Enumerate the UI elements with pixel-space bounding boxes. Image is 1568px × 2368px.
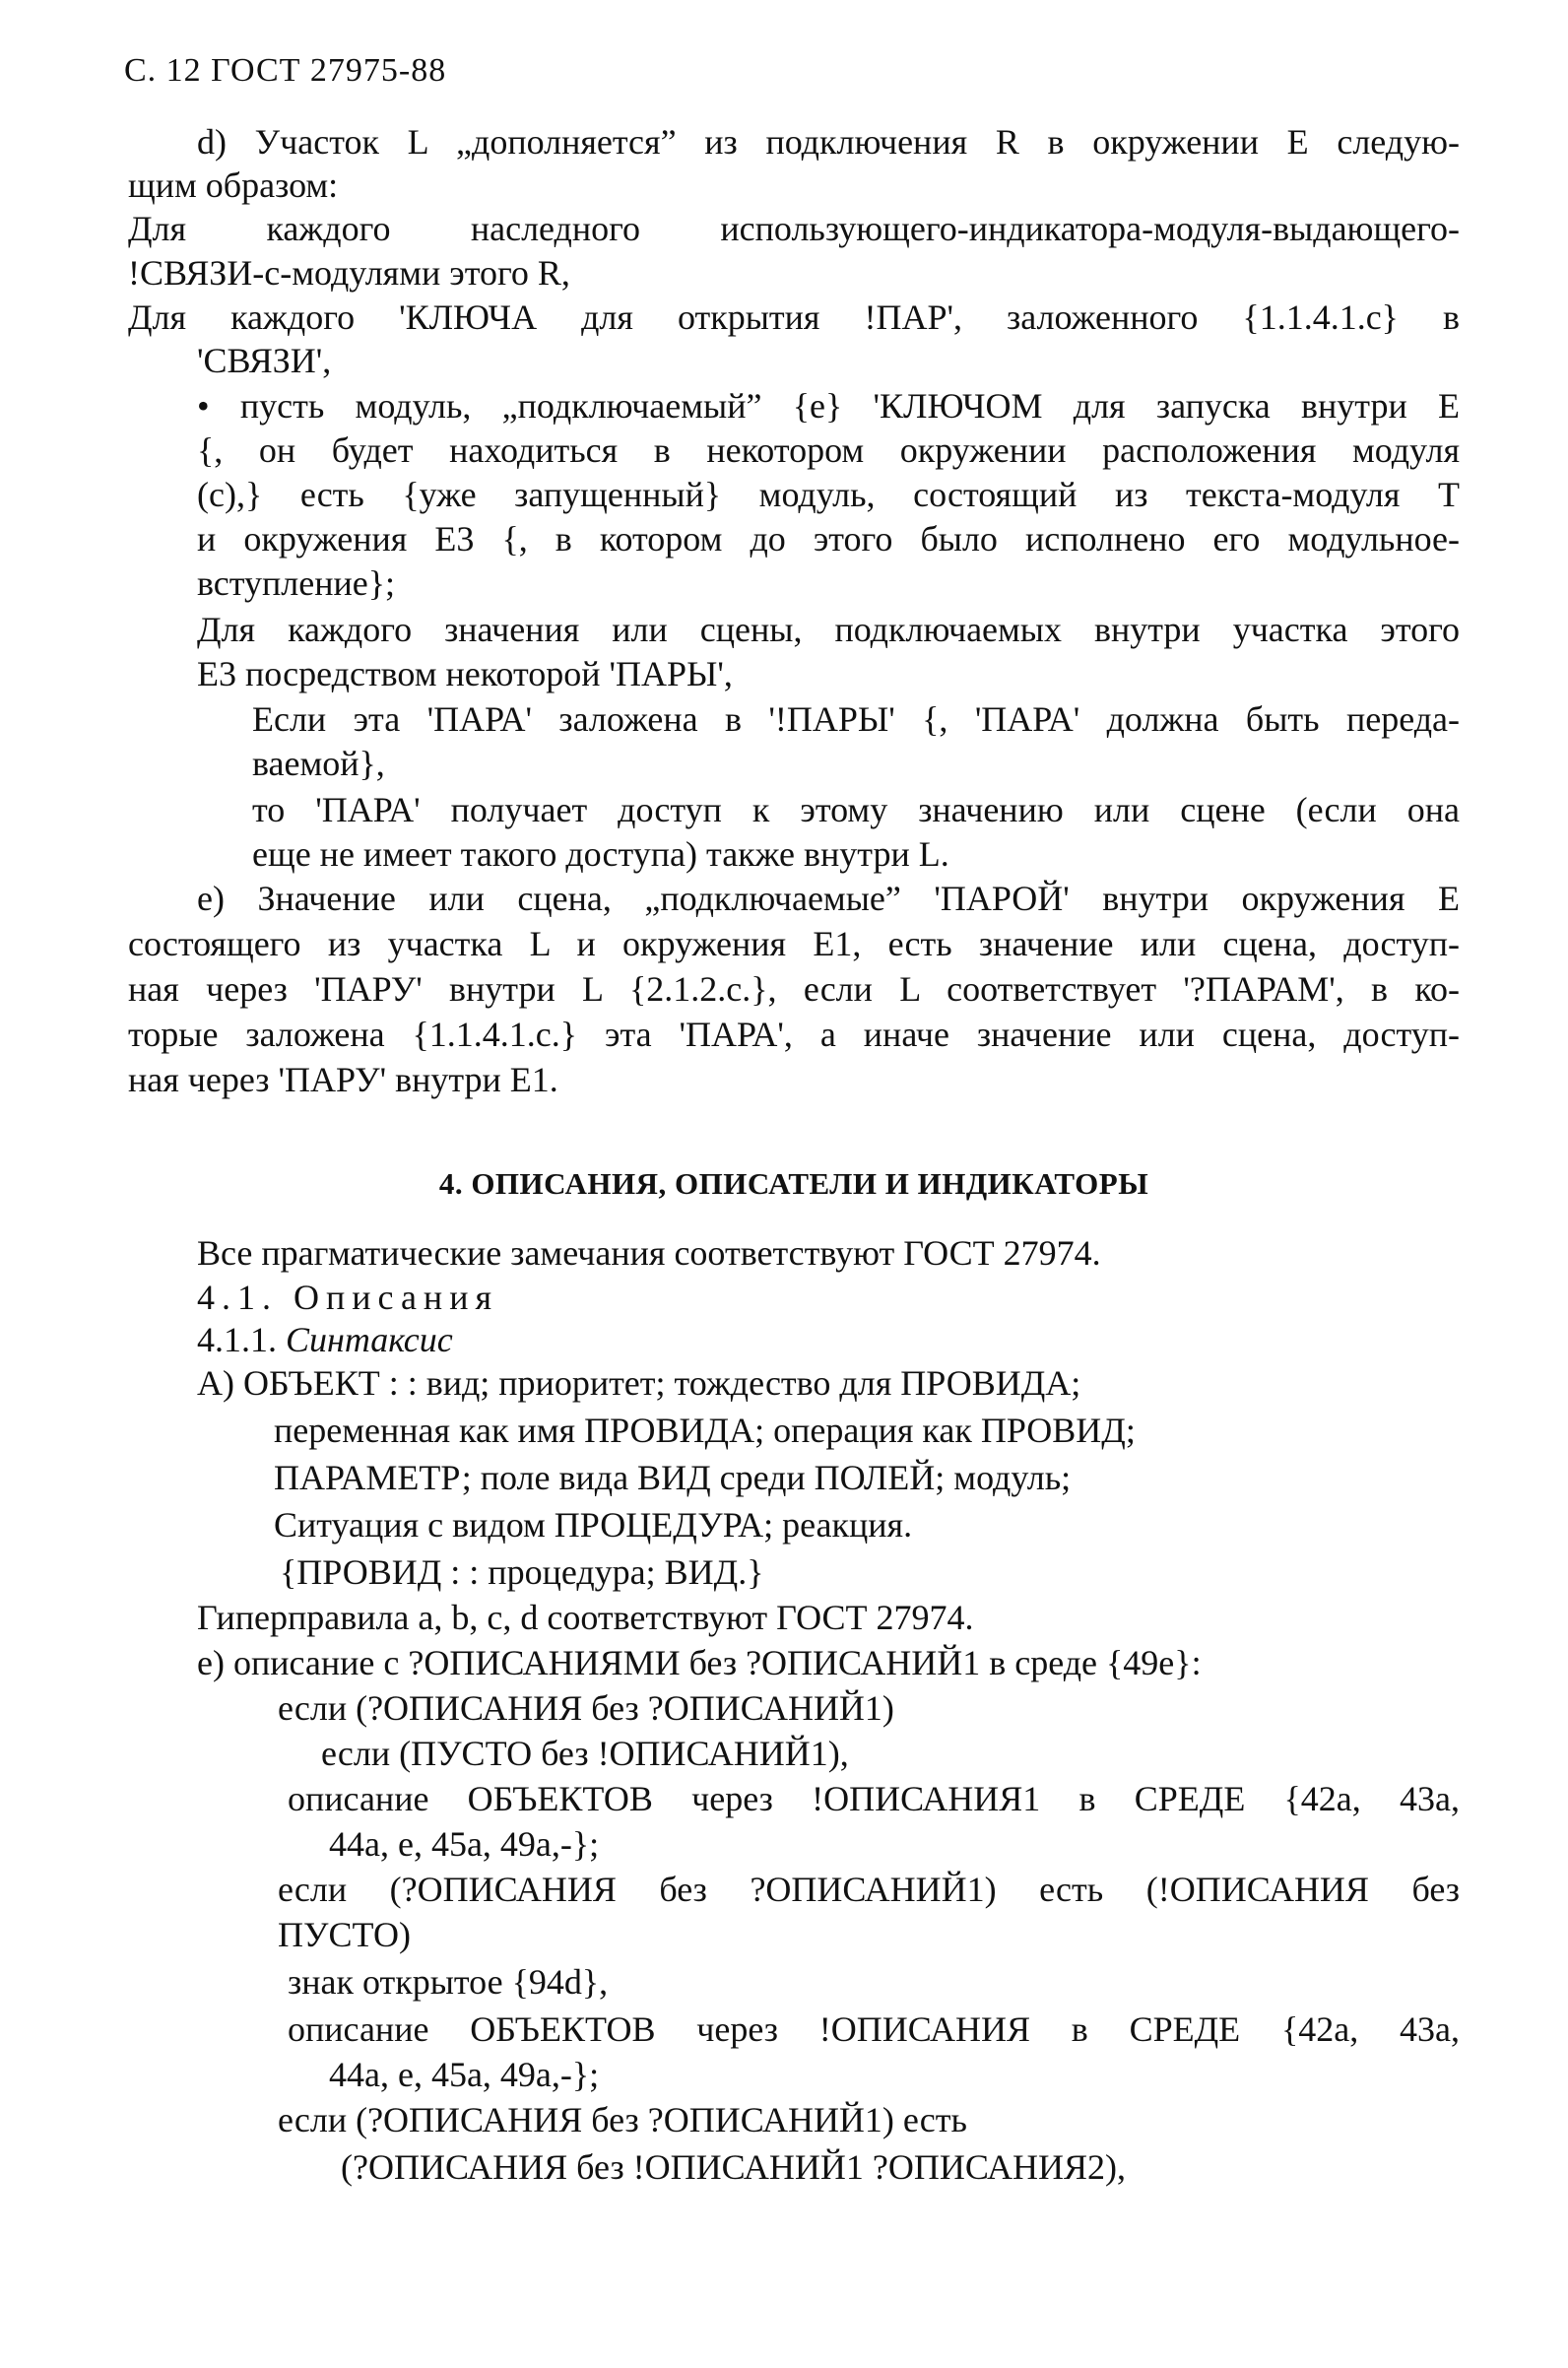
rule-line: (?ОПИСАНИЯ без !ОПИСАНИЙ1 ?ОПИСАНИЯ2),: [341, 2147, 1127, 2187]
hyperrules-note: Гиперправила a, b, c, d соответствуют ГОСТ 27974.: [197, 1598, 974, 1637]
text-line: 'СВЯЗИ',: [197, 341, 332, 380]
text-line: e) Значение или сцена, „подключаемые” 'ПАРОЙ' внутри окружения E: [197, 879, 1460, 918]
text-line: то 'ПАРА' получает доступ к этому значению или сцене (если она: [252, 790, 1460, 829]
rule-line: 44a, e, 45a, 49a,-};: [329, 2055, 600, 2094]
text-line: d) Участок L „дополняется” из подключения R в окружении E следую-: [197, 122, 1460, 162]
text-line: (c),} есть {уже запущенный} модуль, состоящий из текста-модуля T: [197, 475, 1460, 514]
text-line: • пусть модуль, „подключаемый” {e} 'КЛЮЧОМ для запуска внутри E: [197, 386, 1460, 426]
subsection-name: Синтаксис: [286, 1320, 453, 1359]
rule-line: e) описание с ?ОПИСАНИЯМИ без ?ОПИСАНИЙ1 в среде {49e}:: [197, 1643, 1202, 1682]
rule-line: если (?ОПИСАНИЯ без ?ОПИСАНИЙ1) есть (!ОПИСАНИЯ без: [278, 1870, 1460, 1909]
rule-line: Ситуация с видом ПРОЦЕДУРА; реакция.: [274, 1505, 913, 1545]
text-line: торые заложена {1.1.4.1.c.} эта 'ПАРА', а иначе значение или сцена, доступ-: [128, 1015, 1460, 1054]
text-line: и окружения E3 {, в котором до этого было исполнено его модульное-: [197, 519, 1460, 559]
subsection-title: 4.1. Описания: [197, 1278, 499, 1317]
text-line: состоящего из участка L и окружения E1, есть значение или сцена, доступ-: [128, 924, 1460, 963]
text-line: ная через 'ПАРУ' внутри E1.: [128, 1060, 558, 1099]
rule-line: если (ПУСТО без !ОПИСАНИЙ1),: [321, 1734, 849, 1773]
text-line: еще не имеет такого доступа) также внутри L.: [252, 834, 949, 874]
text-line: !СВЯЗИ-с-модулями этого R,: [128, 253, 570, 293]
page-header: С. 12 ГОСТ 27975-88: [124, 52, 447, 89]
section-heading: 4. ОПИСАНИЯ, ОПИСАТЕЛИ И ИНДИКАТОРЫ: [438, 1166, 1149, 1201]
subsection-title: [197, 1318, 453, 1361]
text-line: Для каждого наследного использующего-индикатора-модуля-выдающего-: [128, 209, 1460, 248]
rule-line: A) ОБЪЕКТ : : вид; приоритет; тождество для ПРОВИДА;: [197, 1363, 1081, 1403]
text-line: ваемой},: [252, 744, 385, 783]
rule-line: если (?ОПИСАНИЯ без ?ОПИСАНИЙ1) есть: [278, 2100, 967, 2139]
rule-line: знак открытое {94d},: [288, 1962, 609, 2002]
rule-line: описание ОБЪЕКТОВ через !ОПИСАНИЯ1 в СРЕДЕ {42a, 43a,: [288, 1779, 1460, 1818]
rule-line: 44a, e, 45a, 49a,-};: [329, 1824, 600, 1864]
intro-line: Все прагматические замечания соответствуют ГОСТ 27974.: [197, 1233, 1101, 1273]
text-line: E3 посредством некоторой 'ПАРЫ',: [197, 654, 733, 693]
text-line: щим образом:: [128, 165, 339, 205]
subsection-number: 4.1.1.: [197, 1320, 286, 1359]
rule-line: описание ОБЪЕКТОВ через !ОПИСАНИЯ в СРЕДЕ {42a, 43a,: [288, 2009, 1460, 2049]
text-line: Если эта 'ПАРА' заложена в '!ПАРЫ' {, 'ПАРА' должна быть переда-: [252, 699, 1460, 739]
rule-line: ПУСТО): [278, 1915, 411, 1954]
rule-line: переменная как имя ПРОВИДА; операция как ПРОВИД;: [274, 1411, 1136, 1450]
text-line: ная через 'ПАРУ' внутри L {2.1.2.c.}, если L соответствует '?ПАРАМ', в ко-: [128, 969, 1460, 1009]
text-line: вступление};: [197, 563, 396, 603]
rule-line: ПАРАМЕТР; поле вида ВИД среди ПОЛЕЙ; модуль;: [274, 1458, 1072, 1497]
text-line: {, он будет находиться в некотором окружении расположения модуля: [197, 430, 1460, 470]
rule-line: {ПРОВИД : : процедура; ВИД.}: [280, 1552, 764, 1592]
text-line: Для каждого значения или сцены, подключаемых внутри участка этого: [197, 610, 1460, 649]
rule-line: если (?ОПИСАНИЯ без ?ОПИСАНИЙ1): [278, 1688, 894, 1728]
text-line: Для каждого 'КЛЮЧА для открытия !ПАР', заложенного {1.1.4.1.c} в: [128, 297, 1460, 337]
